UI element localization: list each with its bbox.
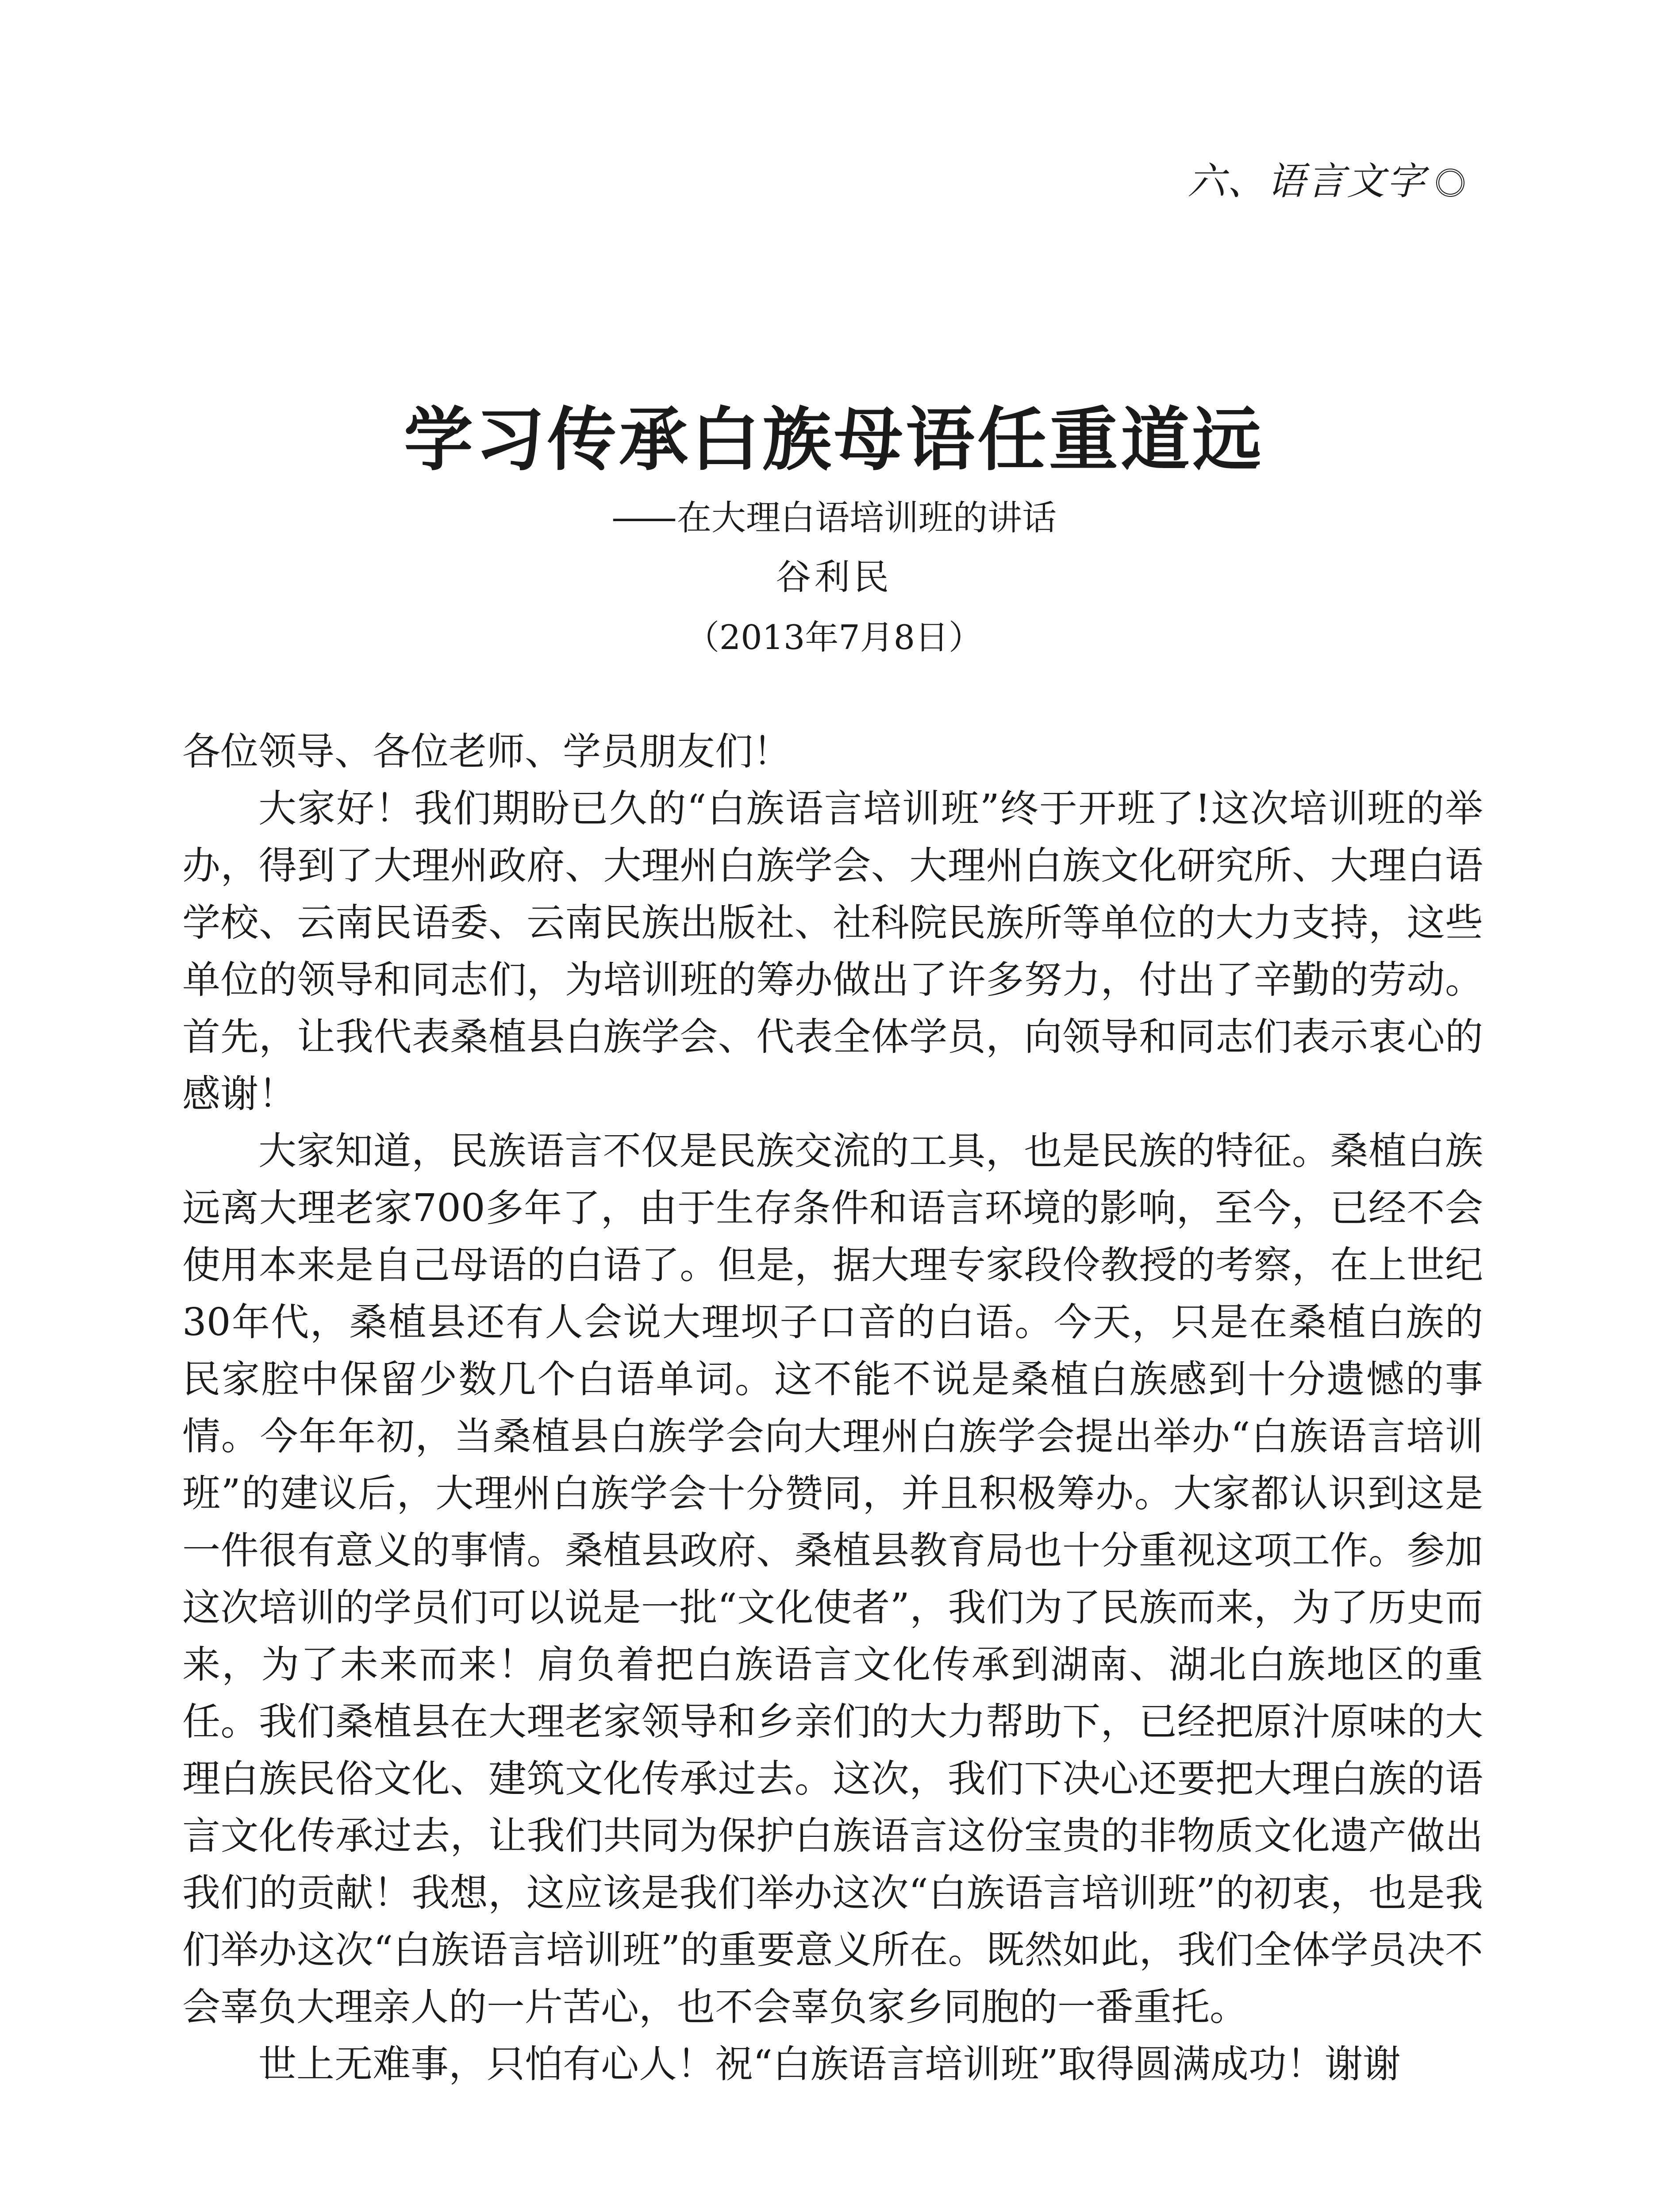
body-paragraph-3: 世上无难事，只怕有心人！祝“白族语言培训班”取得圆满成功！谢谢 xyxy=(258,2042,1401,2086)
source-note xyxy=(257,2210,862,2212)
body-paragraph-2: 大家知道，民族语言不仅是民族交流的工具，也是民族的特征。桑植白族远离大理老家700多年了，由于生存条件和语言环境的影响，至今，已经不会使用本来是自己母语的白语了。但是，据大理专家段伶教授的考察，在上世纪30年代，桑植县还有人会说大理坝子口音的白语。今天，只是在桑植白族的民家腔中保留少数几个白语单词。这不能不说是桑植白族感到十分遗憾的事情。今年年初，当桑植县白族学会向大理州白族学会提出举办“白族语言培训班”的建议后，大理州白族学会十分赞同，并且积极筹办。大家都认识到这是一件很有意义的事情。桑植县政府、桑植县教育局也十分重视这项工作。参加这次培训的学员们可以说是一批“文化使者”，我们为了民族而来，为了历史而来，为了未来而来！肩负着把白族语言文化传承到湖南、湖北白族地区的重任。我们桑植县在大理老家领导和乡亲们的大力帮助下，已经把原汁原味的大理白族民俗文化、建筑文化传承过去。这次，我们下决心还要把大理白族的语言文化传承过去，让我们共同为保护白族语言这份宝贵的非物质文化遗产做出我们的贡献！我想，这应该是我们举办这次“白族语言培训班”的初衷，也是我们举办这次“白族语言培训班”的重要意义所在。既然如此，我们全体学员决不会辜负大理亲人的一片苦心，也不会辜负家乡同胞的一番重托。 xyxy=(182,1129,1483,2029)
section-label: 六、语言文字 xyxy=(1188,159,1426,204)
article-title: 学习传承白族母语任重道远 xyxy=(404,399,1264,480)
running-header xyxy=(1188,150,1464,205)
article-author: 谷利民 xyxy=(776,557,892,598)
article-subtitle xyxy=(0,490,1668,540)
em-dash-ornament: —— xyxy=(611,498,673,538)
body-paragraph-1: 大家好！我们期盼已久的“白族语言培训班”终于开班了!这次培训班的举办，得到了大理州政府、大理州白族学会、大理州白族文化研究所、大理白语学校、云南民语委、云南民族出版社、社科院民族所等单位的大力支持，这些单位的领导和同志们，为培训班的筹办做出了许多努力，付出了辛勤的劳动。首先，让我代表桑植县白族学会、代表全体学员，向领导和同志们表示衷心的感谢！ xyxy=(182,787,1483,1116)
subtitle-text: 在大理白语培训班的讲话 xyxy=(676,498,1057,538)
double-circle-icon xyxy=(1436,169,1464,197)
article-body xyxy=(182,723,1483,2093)
salutation: 各位领导、各位老师、学员朋友们！ xyxy=(182,730,791,774)
article-date: （2013年7月8日） xyxy=(685,618,983,657)
